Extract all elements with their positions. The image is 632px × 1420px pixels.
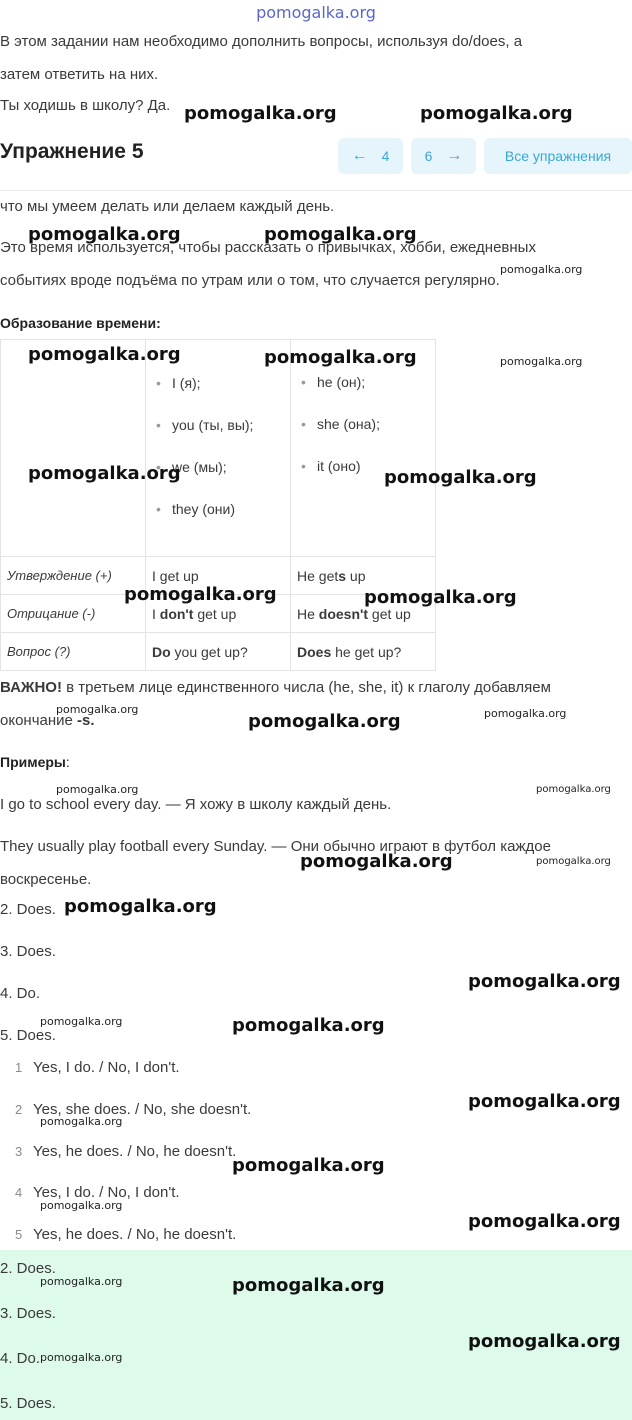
- cell-bold: doesn't: [318, 605, 369, 622]
- arrow-left-icon: ←: [351, 147, 368, 164]
- answer-a-3: 3. Does.: [0, 943, 56, 960]
- watermark: pomogalka.org: [28, 224, 181, 245]
- cell-text: get up: [193, 605, 237, 622]
- list-number: 5: [15, 1227, 23, 1242]
- important-label: ВАЖНО!: [0, 679, 62, 696]
- pronoun-row: [1, 340, 436, 557]
- answer-box-4: 4. Do.: [0, 1350, 41, 1367]
- watermark: pomogalka.org: [536, 784, 611, 795]
- theory-line-1: что мы умеем делать или делаем каждый день.: [0, 198, 335, 215]
- example-2-line-2: воскресенье.: [0, 871, 92, 888]
- list-item: [15, 1059, 180, 1076]
- watermark: pomogalka.org: [232, 1155, 385, 1176]
- list-number: 1: [15, 1060, 23, 1075]
- examples-heading-colon: :: [65, 754, 70, 770]
- watermark: pomogalka.org: [232, 1015, 385, 1036]
- watermark: pomogalka.org: [468, 1211, 621, 1232]
- table-cell: [291, 633, 436, 671]
- watermark: pomogalka.org: [468, 971, 621, 992]
- list-text: Yes, he does. / No, he doesn't.: [33, 1143, 237, 1160]
- all-exercises-label: Все упражнения: [504, 148, 612, 164]
- cell-bold: Does: [297, 643, 332, 660]
- watermark: pomogalka.org: [420, 103, 573, 124]
- answer-box-2: 2. Does.: [0, 1260, 56, 1277]
- cell-text: up: [346, 567, 366, 584]
- cell-bold: Do: [152, 643, 171, 660]
- watermark: pomogalka.org: [300, 851, 453, 872]
- answer-box-3: 3. Does.: [0, 1305, 56, 1322]
- answer-a-4: 4. Do.: [0, 985, 41, 1002]
- watermark: pomogalka.org: [536, 856, 611, 867]
- watermark: pomogalka.org: [28, 463, 181, 484]
- top-watermark: pomogalka.org: [256, 3, 376, 22]
- formation-heading: Образование времени:: [0, 315, 161, 331]
- examples-heading-text: Примеры: [0, 754, 66, 770]
- pronoun-item: • you (ты, вы);: [152, 404, 284, 446]
- cell-text: I: [152, 605, 160, 622]
- important-line-1: [0, 671, 630, 705]
- watermark: pomogalka.org: [40, 1199, 123, 1212]
- watermark: pomogalka.org: [64, 896, 217, 917]
- cell-text: get up: [368, 605, 411, 622]
- table-cell: [146, 633, 291, 671]
- list-text: Yes, he does. / No, he doesn't.: [33, 1226, 237, 1243]
- next-exercise-label: 6: [424, 148, 433, 164]
- watermark: pomogalka.org: [468, 1091, 621, 1112]
- cell-text: He: [297, 605, 319, 622]
- arrow-right-icon: →: [446, 147, 463, 164]
- table-row: [1, 633, 436, 671]
- answer-a-2: 2. Does.: [0, 901, 56, 918]
- example-1: I go to school every day. — Я хожу в школу каждый день.: [0, 796, 392, 813]
- next-exercise-button[interactable]: [411, 138, 476, 174]
- watermark: pomogalka.org: [56, 703, 139, 716]
- pronoun-item: • he (он);: [297, 361, 429, 403]
- watermark: pomogalka.org: [500, 355, 583, 368]
- cell-text: I get up: [152, 567, 199, 584]
- pronoun-item: • it (оно): [297, 445, 429, 487]
- grammar-table: [0, 339, 436, 671]
- watermark: pomogalka.org: [468, 1331, 621, 1352]
- pronoun-item: • I (я);: [152, 362, 284, 404]
- theory-line-2: Это время используется, чтобы рассказать о привычках, хобби, ежедневных: [0, 239, 536, 256]
- watermark: pomogalka.org: [232, 1275, 385, 1296]
- row-label: Утверждение (+): [1, 557, 146, 595]
- intro-line-1: В этом задании нам необходимо дополнить вопросы, используя do/does, а: [0, 33, 523, 50]
- empty-cell: [1, 340, 146, 557]
- watermark: pomogalka.org: [124, 584, 277, 605]
- row-label: Отрицание (-): [1, 595, 146, 633]
- pronoun-item: • she (она);: [297, 403, 429, 445]
- list-item: [15, 1143, 236, 1160]
- pronoun-item: • we (мы);: [152, 446, 284, 488]
- important-text: в третьем лице единственного числа (he, she, it) к глаголу добавляем: [61, 679, 551, 696]
- watermark: pomogalka.org: [56, 783, 139, 796]
- watermark: pomogalka.org: [40, 1275, 123, 1288]
- watermark: pomogalka.org: [40, 1015, 123, 1028]
- list-number: 3: [15, 1144, 23, 1159]
- ending-label: -s.: [77, 712, 95, 729]
- intro-line-2: затем ответить на них.: [0, 66, 159, 83]
- pronoun-item: • they (они): [152, 488, 284, 530]
- watermark: pomogalka.org: [484, 707, 567, 720]
- cell-text: He get: [297, 567, 339, 584]
- list-text: Yes, I do. / No, I don't.: [33, 1184, 180, 1201]
- pronouns-singular-cell: [291, 340, 436, 557]
- prev-exercise-button[interactable]: [338, 138, 403, 174]
- watermark: pomogalka.org: [384, 467, 537, 488]
- watermark: pomogalka.org: [364, 587, 517, 608]
- watermark: pomogalka.org: [40, 1115, 123, 1128]
- list-text: Yes, she does. / No, she doesn't.: [33, 1101, 252, 1118]
- row-label: Вопрос (?): [1, 633, 146, 671]
- cell-text: he get up?: [331, 643, 402, 660]
- example-2-line-1: They usually play football every Sunday. — Они обычно играют в футбол каждое: [0, 838, 551, 855]
- cell-bold: don't: [159, 605, 194, 622]
- exercise-title: Упражнение 5: [0, 140, 144, 163]
- list-number: 2: [15, 1102, 23, 1117]
- answer-a-5: 5. Does.: [0, 1027, 56, 1044]
- list-text: Yes, I do. / No, I don't.: [33, 1059, 180, 1076]
- prev-exercise-label: 4: [381, 148, 390, 164]
- watermark: pomogalka.org: [264, 347, 417, 368]
- cell-bold: s: [338, 567, 347, 584]
- answer-box-5: 5. Does.: [0, 1395, 56, 1412]
- cell-text: you get up?: [170, 643, 248, 660]
- watermark: pomogalka.org: [184, 103, 337, 124]
- watermark: pomogalka.org: [28, 344, 181, 365]
- pronouns-plural-cell: [146, 340, 291, 557]
- watermark: pomogalka.org: [40, 1351, 123, 1364]
- watermark: pomogalka.org: [248, 711, 401, 732]
- intro-example: Ты ходишь в школу? Да.: [0, 97, 171, 114]
- list-number: 4: [15, 1185, 23, 1200]
- examples-heading: [0, 754, 70, 770]
- theory-line-3: событиях вроде подъёма по утрам или о том, что случается регулярно.: [0, 272, 500, 289]
- all-exercises-button[interactable]: [484, 138, 632, 174]
- watermark: pomogalka.org: [264, 224, 417, 245]
- watermark: pomogalka.org: [500, 263, 583, 276]
- important-text: окончание: [0, 712, 78, 729]
- list-item: [15, 1226, 236, 1243]
